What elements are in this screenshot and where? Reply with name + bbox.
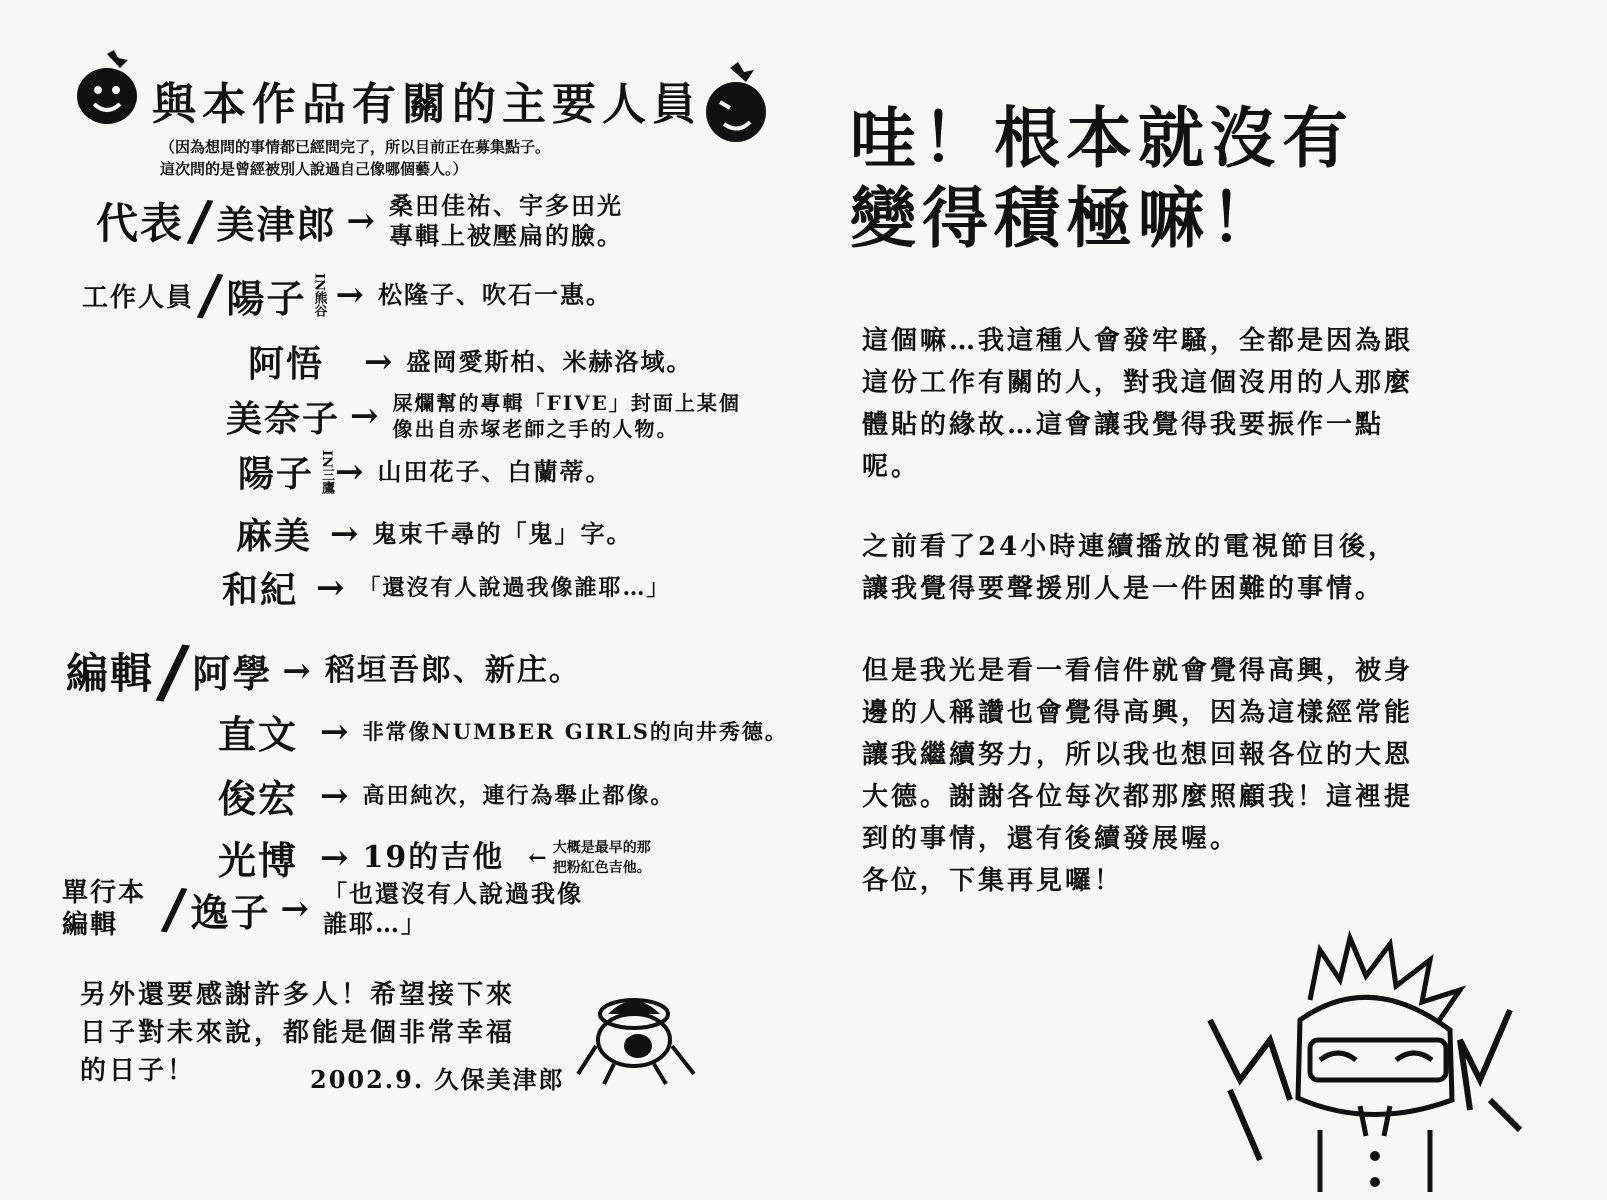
staff-name: 阿悟: [248, 343, 325, 385]
small-arrow-icon: ←: [528, 844, 547, 871]
arrow-icon: →: [320, 711, 349, 752]
staff-row: [218, 704, 788, 759]
staff-desc: 鬼束千尋的「鬼」字。: [372, 518, 633, 548]
page-heading: 與本作品有關的主要人員: [152, 79, 702, 130]
role-label: 工作人員: [82, 282, 195, 313]
arrow-icon: →: [320, 775, 349, 816]
eggplant-mascot-icon: [700, 62, 770, 144]
arrow-icon: →: [346, 201, 375, 241]
staff-row: [222, 562, 671, 613]
arrow-icon: →: [282, 650, 311, 691]
side-note: 大概是最早的那 把粉紅色吉他。: [552, 839, 651, 876]
staff-desc: 盛岡愛斯柏、米赫洛域。: [406, 346, 693, 376]
staff-name: 光博: [218, 838, 299, 883]
staff-name: 美津郎: [216, 201, 337, 247]
arrow-icon: →: [280, 889, 309, 929]
arrow-icon: →: [330, 513, 359, 554]
staff-name: 陽子: [238, 453, 315, 495]
staff-row: [248, 336, 693, 387]
staff-name: 和紀: [222, 569, 299, 611]
staff-desc: 19的吉他: [362, 839, 505, 875]
heading-note: （因為想問的事情都已經問完了，所以目前正在募集點子。 這次問的是曾經被別人說過自己像哪個藝人。）: [160, 138, 551, 178]
staff-name: 逸子: [190, 889, 271, 935]
staff-desc: 屎爛幫的專輯「FIVE」封面上某個 像出自赤塚老師之手的人物。: [392, 391, 741, 441]
arrow-icon: →: [364, 341, 393, 382]
chibi-character-icon: [574, 984, 704, 1088]
staff-row: [226, 390, 741, 442]
staff-row: [96, 188, 623, 254]
staff-name: 阿學: [192, 651, 273, 696]
staff-desc: 山田花子、白蘭蒂。: [377, 456, 612, 486]
role-label: 代表: [96, 199, 185, 248]
staff-desc: 「還沒有人說過我像誰耶…」: [358, 574, 671, 601]
arrow-icon: →: [316, 567, 345, 608]
location-note: IN熊谷: [311, 273, 327, 317]
staff-desc: 松隆子、吹石一惠。: [377, 280, 612, 309]
staff-name: 美奈子: [226, 397, 341, 440]
staff-desc: 非常像NUMBER GIRLS的向井秀德。: [362, 718, 788, 744]
staff-row: [238, 446, 612, 497]
role-label: 單行本編輯: [62, 878, 147, 940]
staff-name: 陽子: [226, 275, 307, 321]
staff-row: [218, 768, 675, 823]
arrow-icon: →: [320, 837, 349, 878]
location-note: IN三鷹: [319, 449, 335, 494]
slash-divider: /: [185, 186, 215, 256]
staff-row: [62, 876, 583, 942]
staff-desc: 高田純次，連行為舉止都像。: [362, 782, 675, 809]
staff-row: [82, 262, 612, 328]
page-title: 哇！根本就沒有 變得積極嘛！: [850, 99, 1354, 257]
staff-row: [236, 508, 633, 559]
staff-desc: 「也還沒有人說過我像 誰耶…」: [322, 879, 583, 938]
paragraph: 這個嘛…我這種人會發牢騷，全都是因為跟 這份工作有關的人，對我這個沒用的人那麼 體貼的緣故…這會讓我覺得我要振作一點 呢。: [862, 326, 1414, 482]
staff-desc: 稻垣吾郎、新庄。: [324, 652, 581, 688]
arrow-icon: →: [335, 275, 364, 315]
signature: 2002.9. 久保美津郎: [310, 1065, 565, 1094]
paragraph: 之前看了24小時連續播放的電視節目後， 讓我覺得要聲援別人是一件困難的事情。: [862, 532, 1398, 604]
arrow-icon: →: [335, 451, 364, 492]
staff-desc: 桑田佳祐、宇多田光 專輯上被壓扁的臉。: [388, 191, 623, 250]
staff-name: 直文: [218, 712, 299, 757]
role-label: 編輯: [66, 648, 155, 698]
slash-divider: /: [159, 874, 189, 944]
thanks-message: 另外還要感謝許多人！希望接下來 日子對未來說，都能是個非常幸福 的日子！: [80, 980, 516, 1086]
arrow-icon: →: [350, 396, 379, 436]
staff-name: 麻美: [236, 515, 313, 557]
staff-row: [66, 628, 581, 713]
slash-divider: /: [154, 626, 193, 715]
eggplant-mascot-icon: [72, 48, 142, 128]
paragraph: 但是我光是看一看信件就會覺得高興，被身 邊的人稱讚也會覺得高興，因為這樣經常能 讓我繼續努力，所以我也想回報各位的大恩 大德。謝謝各位每次都那麼照顧我！這裡提 到的事情，還有後續發展喔。 各位，下集再見囉！: [862, 656, 1414, 896]
slash-divider: /: [195, 260, 225, 330]
author-selfportrait-icon: [1170, 930, 1550, 1192]
staff-name: 俊宏: [218, 776, 299, 821]
